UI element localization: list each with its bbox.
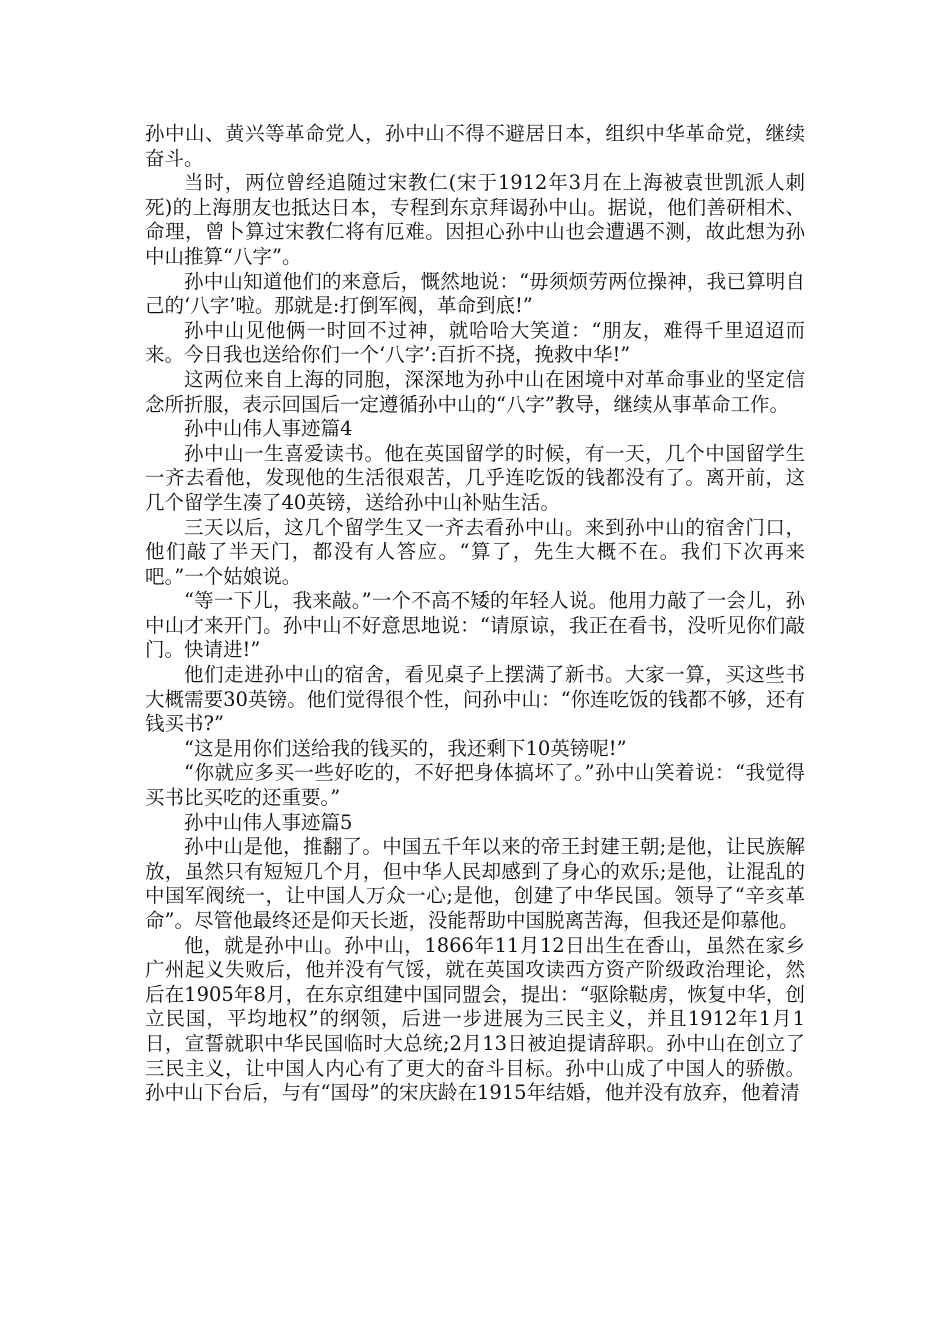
section-heading: 孙中山伟人事迹篇4 <box>184 417 353 441</box>
paragraph: 他们走进孙中山的宿舍，看见桌子上摆满了新书。大家一算，买这些书大概需要30英镑。他们觉得很个性，问孙中山：“你连吃饭的钱都不够，还有钱买书?” <box>145 663 805 736</box>
paragraph: “等一下儿，我来敲。”一个不高不矮的年轻人说。他用力敲了一会儿，孙中山才来开门。孙中山不好意思地说：“请原谅，我正在看书，没听见你们敲门。快请进!” <box>145 589 805 662</box>
paragraph: 孙中山见他俩一时回不过神，就哈哈大笑道：“朋友，难得千里迢迢而来。今日我也送给你们一个‘八字’:百折不挠，挽救中华!” <box>145 318 805 367</box>
paragraph: 他，就是孙中山。孙中山，1866年11月12日出生在香山，虽然在家乡广州起义失败后，他并没有气馁，就在英国攻读西方资产阶级政治理论，然后在1905年8月，在东京组建中国同盟会，提出：“驱除鞑虏，恢复中华，创立民国，平均地权”的纲领，后进一步进展为三民主义，并且1912年1月1日，宣誓就职中华民国临时大总统;2月13日被迫提请辞职。孙中山在创立了三民主义，让中国人内心有了更大的奋斗目标。孙中山成了中国人的骄傲。孙中山下台后，与有“国母”的宋庆龄在1915年结婚，他并没有放弃，他着清 <box>145 933 805 1105</box>
paragraph: 孙中山知道他们的来意后，慨然地说：“毋须烦劳两位操神，我已算明自己的‘八字’啦。那就是:打倒军阀，革命到底!” <box>145 269 805 318</box>
paragraph: 孙中山是他，推翻了。中国五千年以来的帝王封建王朝;是他，让民族解放，虽然只有短短几个月，但中华人民却感到了身心的欢乐;是他，让混乱的中国军阀统一，让中国人万众一心;是他，创建了中华民国。领导了“辛亥革命”。尽管他最终还是仰天长逝，没能帮助中国脱离苦海，但我还是仰慕他。 <box>145 835 805 932</box>
paragraph: 这两位来自上海的同胞，深深地为孙中山在困境中对革命事业的坚定信念所折服，表示回国后一定遵循孙中山的“八字”教导，继续从事革命工作。 <box>145 367 805 416</box>
document-page <box>145 122 805 1106</box>
paragraph: 当时，两位曾经追随过宋教仁(宋于1912年3月在上海被袁世凯派人刺死)的上海朋友也抵达日本，专程到东京拜谒孙中山。据说，他们善研相术、命理，曾卜算过宋教仁将有厄难。因担心孙中山也会遭遇不测，故此想为孙中山推算“八字”。 <box>145 171 805 268</box>
section-heading: 孙中山伟人事迹篇5 <box>184 810 353 834</box>
paragraph: “你就应多买一些好吃的，不好把身体搞坏了。”孙中山笑着说：“我觉得买书比买吃的还重要。” <box>145 761 805 810</box>
paragraph-continuation: 孙中山、黄兴等革命党人，孙中山不得不避居日本，组织中华革命党，继续奋斗。 <box>145 122 805 170</box>
paragraph: 孙中山一生喜爱读书。他在英国留学的时候，有一天，几个中国留学生一齐去看他，发现他的生活很艰苦，几乎连吃饭的钱都没有了。离开前，这几个留学生凑了40英镑，送给孙中山补贴生活。 <box>145 441 805 514</box>
paragraph: 三天以后，这几个留学生又一齐去看孙中山。来到孙中山的宿舍门口，他们敲了半天门，都没有人答应。“算了，先生大概不在。我们下次再来吧。”一个姑娘说。 <box>145 515 805 588</box>
paragraph: “这是用你们送给我的钱买的，我还剩下10英镑呢!” <box>184 736 627 760</box>
